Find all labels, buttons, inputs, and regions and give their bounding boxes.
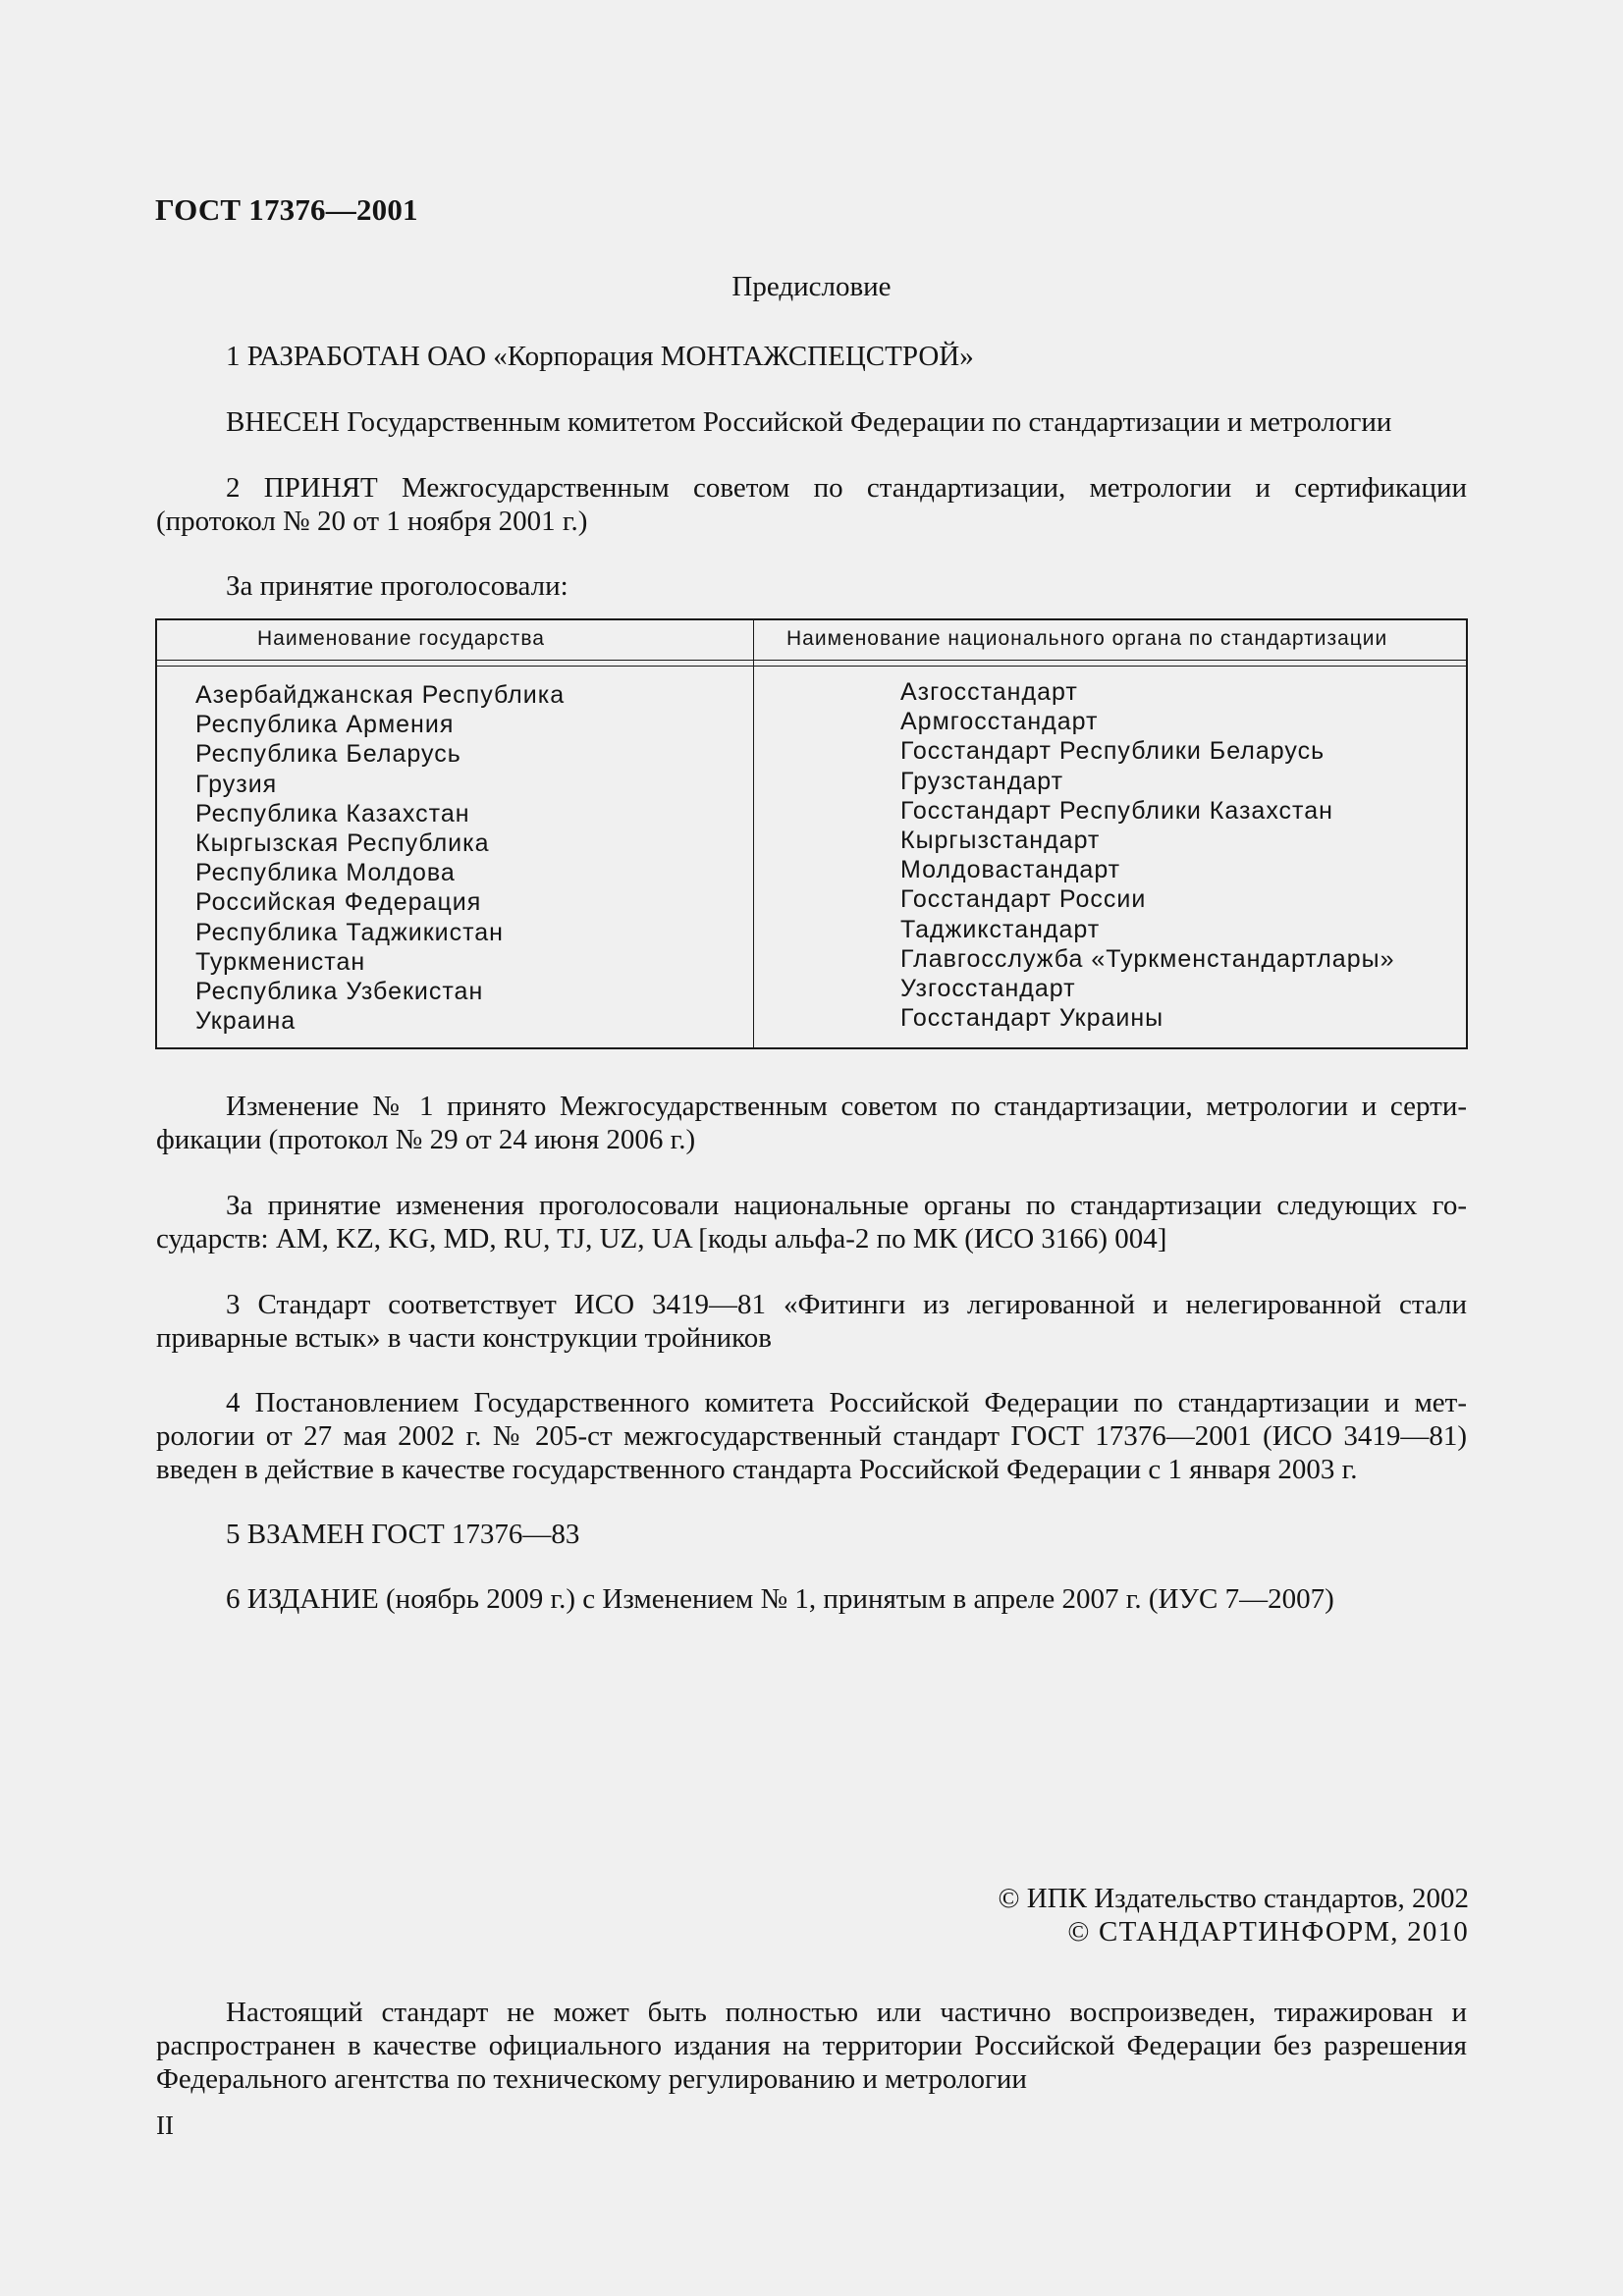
copyright-block [998, 1882, 1469, 1949]
para-amendment-vote: За принятие изменения проголосовали национальные органы по стандартизации следующих го- сударств: AM, KZ, KG, MD, RU, TJ, UZ, UA [коды альфа-2 по МК (ИСО 3166) 004] [156, 1190, 1467, 1255]
table-header-body: Наименование национального органа по стандартизации [786, 627, 1388, 650]
para-adopted: 2 ПРИНЯТ Межгосударственным советом по стандартизации, метрологии и сертификации (протокол № 20 от 1 ноября 2001 г.) [156, 472, 1467, 537]
body-cell: Узгосстандарт [900, 975, 1076, 1003]
reproduction-notice: Настоящий стандарт не может быть полностью или частично воспроизведен, тиражирован и распространен в качестве официального издания на территории Российской Федерации без разрешения Федерального агентства по техническому регулированию и метрологии [156, 1997, 1467, 2095]
body-cell: Армгосстандарт [900, 708, 1099, 736]
para-introduced: ВНЕСЕН Государственным комитетом Российской Федерации по стандартизации и метрологии [226, 406, 1392, 438]
state-cell: Российская Федерация [195, 888, 482, 917]
body-cell: Госстандарт России [900, 885, 1147, 914]
state-cell: Азербайджанская Республика [195, 681, 566, 709]
body-cell: Госстандарт Республики Казахстан [900, 796, 1333, 825]
para-decree: 4 Постановлением Государственного комитета Российской Федерации по стандартизации и мет- рологии от 27 мая 2002 г. № 205-ст межгосударственный стандарт ГОСТ 17376—2001 (ИСО 3419—81) введен в действие в качестве государственного стандарта Российской Федерации с 1 января 2003 г. [156, 1387, 1467, 1485]
body-cell: Азгосстандарт [900, 678, 1078, 706]
para-iso-correspondence: 3 Стандарт соответствует ИСО 3419—81 «Фитинги из легированной и нелегированной стали приварные встык» в части конструкции тройников [156, 1289, 1467, 1354]
state-cell: Туркменистан [195, 947, 366, 976]
state-cell: Кыргызская Республика [195, 829, 490, 858]
body-cell: Госстандарт Украины [900, 1004, 1164, 1033]
bodies-column [900, 677, 1394, 1033]
table-header-rule [157, 666, 1466, 667]
state-cell: Республика Беларусь [195, 740, 461, 769]
state-cell: Республика Казахстан [195, 799, 470, 828]
state-cell: Украина [195, 1007, 297, 1036]
state-cell: Республика Таджикистан [195, 918, 504, 946]
state-cell: Республика Молдова [195, 859, 456, 887]
body-cell: Кыргызстандарт [900, 827, 1101, 855]
body-cell: Таджикстандарт [900, 915, 1101, 943]
body-cell: Главгосслужба «Туркменстандартлары» [900, 944, 1395, 973]
states-column [195, 680, 565, 1036]
table-header-state: Наименование государства [257, 627, 545, 650]
copyright-line: © ИПК Издательство стандартов, 2002 [998, 1883, 1469, 1914]
para-amendment: Изменение № 1 принято Межгосударственным советом по стандартизации, метрологии и серти- фикации (протокол № 29 от 24 июня 2006 г.) [156, 1091, 1467, 1155]
table-header-rule [157, 660, 1466, 661]
voting-table [155, 618, 1468, 1049]
body-cell: Молдовастандарт [900, 856, 1121, 884]
page-number: II [156, 2110, 174, 2140]
state-cell: Республика Узбекистан [195, 978, 484, 1006]
vote-intro: За принятие проголосовали: [226, 570, 568, 602]
body-cell: Грузстандарт [900, 767, 1064, 795]
para-edition: 6 ИЗДАНИЕ (ноябрь 2009 г.) с Изменением № 1, принятым в апреле 2007 г. (ИУС 7—2007) [226, 1583, 1334, 1615]
body-cell: Госстандарт Республики Беларусь [900, 737, 1325, 766]
table-column-divider [753, 620, 754, 1047]
state-cell: Республика Армения [195, 711, 455, 739]
doc-code: ГОСТ 17376—2001 [155, 192, 418, 227]
state-cell: Грузия [195, 770, 278, 798]
foreword-title: Предисловие [731, 271, 892, 302]
para-developed: 1 РАЗРАБОТАН ОАО «Корпорация МОНТАЖСПЕЦСТРОЙ» [226, 341, 974, 372]
para-replaces: 5 ВЗАМЕН ГОСТ 17376—83 [226, 1519, 580, 1550]
copyright-line: © СТАНДАРТИНФОРМ, 2010 [1067, 1916, 1469, 1948]
